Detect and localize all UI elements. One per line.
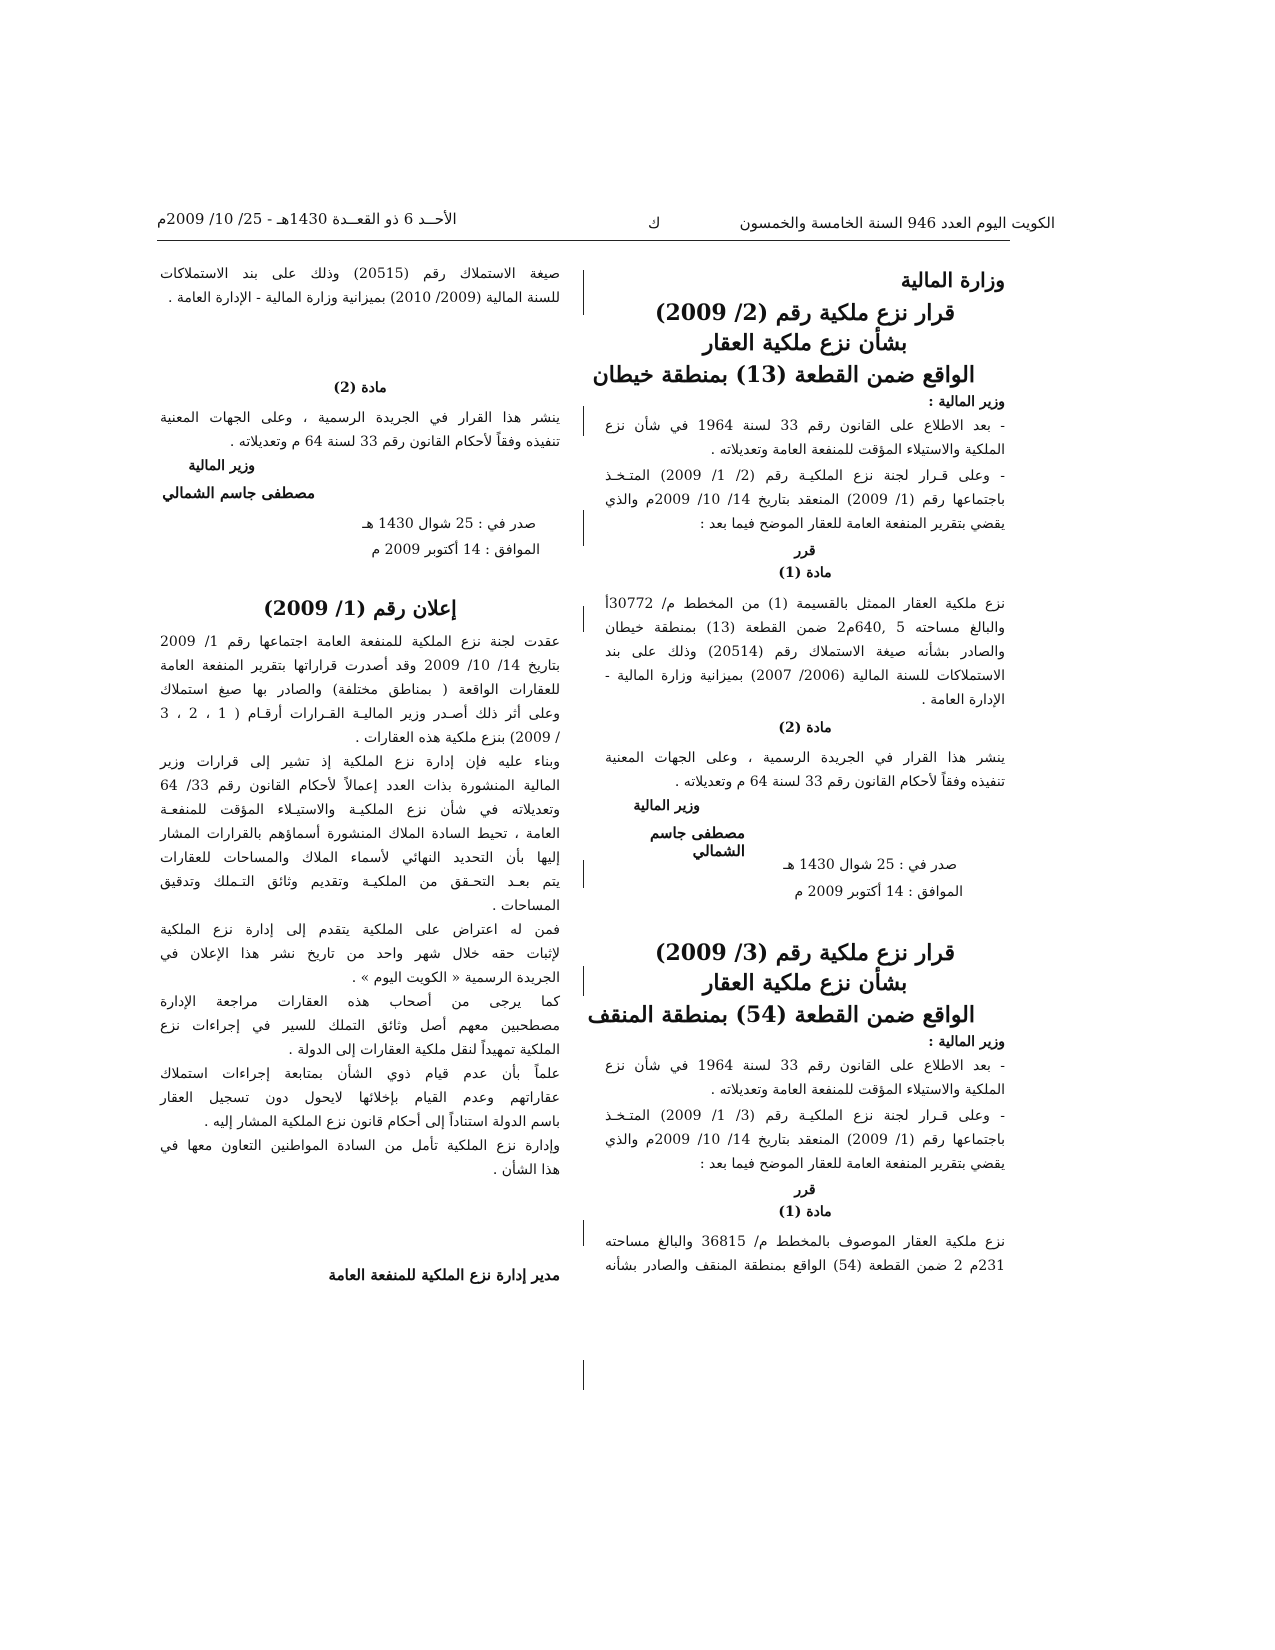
text-line: نزع ملكية العقار الموصوف بالمخطط م/ 36815 والبالغ مساحته — [605, 1234, 1005, 1250]
header-publication — [740, 214, 1055, 232]
text-line: - وعلى قـرار لجنة نزع الملكيـة رقم (3/ 1/ 2009) المتـخـذ — [605, 1108, 1006, 1124]
text-line: لإثبات حقه خلال شهر واحد من تاريخ نشر هذا الإعلان في — [160, 946, 560, 962]
decree2-title: قرار نزع ملكية رقم (2/ 2009) — [655, 300, 955, 326]
header-date: الأحــد 6 ذو القعــدة 1430هـ - 25/ 10/ 2009م — [157, 210, 457, 228]
text-line: يقضي بتقرير المنفعة العامة للعقار الموضح فيما بعد : — [699, 516, 1005, 532]
decree3-minister-label: وزير المالية : — [928, 1034, 1005, 1050]
text-line: وتعديلاته في شأن نزع الملكيـة والاستيـلاء المؤقت للمنفعـة — [160, 802, 560, 818]
column-divider-6 — [583, 966, 584, 996]
decree3-issued-date: صدر في : 25 شوال 1430 هـ — [362, 516, 536, 532]
decree3-preamble-1 — [605, 1054, 1005, 1102]
decree2-article2-heading: مادة (2) — [778, 720, 832, 736]
decree2-signatory-name: مصطفى جاسم الشمالي — [649, 824, 745, 860]
decree3-article1-heading: مادة (1) — [778, 1204, 832, 1220]
text-line: 231م 2 ضمن القطعة (54) الواقع بمنطقة المنقف والصادر بشأنه — [605, 1258, 1006, 1274]
decree3-article2-body — [160, 406, 560, 454]
text-line: تنفيذه وفقاً لأحكام القانون رقم 33 لسنة 64 م وتعديلاته . — [674, 774, 1005, 790]
decree2-gregorian-date: الموافق : 14 أكتوبر 2009 م — [794, 884, 963, 900]
column-divider-5 — [583, 860, 584, 888]
text-line: العامة ، تحيط السادة الملاك المنشورة أسماؤهم بالقرارات المشار — [160, 826, 560, 842]
decree2-decided: قرر — [794, 543, 816, 559]
decree3-location: الواقع ضمن القطعة (54) بمنطقة المنقف — [587, 1002, 975, 1028]
decree3-article2-heading: مادة (2) — [333, 380, 387, 396]
announcement-signatory: مدير إدارة نزع الملكية للمنفعة العامة — [328, 1266, 560, 1284]
decree3-preamble-2 — [605, 1104, 1005, 1176]
text-line: المساحات . — [491, 898, 560, 914]
text-line: إليها بأن التحديد النهائي لأسماء الملاك والمساحات للعقارات — [160, 850, 560, 866]
text-line: فمن له اعتراض على الملكية يتقدم إلى إدارة نزع الملكية — [160, 922, 560, 938]
text-line: والصادر بشأنه صيغة الاستملاك رقم (20514) وذلك على بند — [605, 644, 1005, 660]
text-line: هذا الشأن . — [492, 1162, 560, 1178]
text-line: ينشر هذا القرار في الجريدة الرسمية ، وعلى الجهات المعنية — [160, 410, 560, 426]
decree3-title: قرار نزع ملكية رقم (3/ 2009) — [655, 940, 955, 966]
decree3-decided: قرر — [794, 1182, 816, 1198]
text-line: عقدت لجنة نزع الملكية للمنفعة العامة اجتماعها رقم 1/ 2009 — [160, 634, 560, 650]
announcement-body — [160, 630, 560, 1182]
text-line: - بعد الاطلاع على القانون رقم 33 لسنة 1964 في شأن نزع — [605, 1058, 1006, 1074]
right-column — [587, 268, 1006, 1588]
decree2-location: الواقع ضمن القطعة (13) بمنطقة خيطان — [592, 362, 975, 388]
text-line: تنفيذه وفقاً لأحكام القانون رقم 33 لسنة 64 م وتعديلاته . — [229, 434, 560, 450]
text-line: يتم بعـد التحـقق من الملكيـة وتقديم وثائق التـملك وتدقيق — [160, 874, 560, 890]
text-line: وإدارة نزع الملكية تأمل من السادة المواطنين التعاون معها في — [160, 1138, 560, 1154]
decree2-subtitle: بشأن نزع ملكية العقار — [702, 330, 908, 356]
text-line: صيغة الاستملاك رقم (20515) وذلك على بند الاستملاكات — [160, 266, 560, 282]
decree3-gregorian-date: الموافق : 14 أكتوبر 2009 م — [371, 542, 540, 558]
column-divider-2 — [583, 406, 584, 436]
text-line: - بعد الاطلاع على القانون رقم 33 لسنة 1964 في شأن نزع — [605, 418, 1006, 434]
text-line: / 2009) بنزع ملكية هذه العقارات . — [355, 730, 560, 746]
text-line: مصطحبين معهم أصل وثائق التملك للسير في إجراءات نزع — [160, 1018, 560, 1034]
announcement-title: إعلان رقم (1/ 2009) — [263, 596, 457, 620]
text-line: وبناء عليه فإن إدارة نزع الملكية إذ تشير إلى قرارات وزير — [160, 754, 560, 770]
text-line: عقاراتهم وعدم القيام بإخلائها لايحول دون تسجيل العقار — [160, 1090, 560, 1106]
text-line: باجتماعها رقم (1/ 2009) المنعقد بتاريخ 14/ 10/ 2009م والذي — [605, 492, 1005, 508]
column-divider-8 — [583, 1360, 584, 1390]
text-line: للسنة المالية (2009/ 2010) بميزانية وزارة المالية - الإدارة العامة . — [168, 290, 560, 306]
column-divider-4 — [583, 606, 584, 632]
decree2-issued-date: صدر في : 25 شوال 1430 هـ — [783, 857, 957, 873]
decree3-subtitle: بشأن نزع ملكية العقار — [702, 970, 908, 996]
decree2-article2-body — [605, 746, 1005, 794]
text-line: باسم الدولة استناداً إلى أحكام قانون نزع الملكية المشار إليه . — [203, 1114, 560, 1130]
decree2-signatory-title: وزير المالية — [633, 798, 700, 814]
decree2-preamble-1 — [605, 414, 1005, 462]
text-line: باجتماعها رقم (1/ 2009) المنعقد بتاريخ 14/ 10/ 2009م والذي — [605, 1132, 1005, 1148]
text-line: الملكية والاستيلاء المؤقت للمنفعة العامة وتعديلاته . — [710, 1082, 1005, 1098]
text-line: المالية المنشورة بذات العدد إعمالاً لأحكام القانون رقم 33/ 64 — [160, 778, 560, 794]
text-line: يقضي بتقرير المنفعة العامة للعقار الموضح فيما بعد : — [699, 1156, 1005, 1172]
text-line: وعلى أثر ذلك أصـدر وزير الماليـة القـرارات أرقـام ( 1 ، 2 ، 3 — [160, 706, 560, 722]
decree3-signatory-title: وزير المالية — [188, 458, 255, 474]
text-line: الإدارة العامة . — [921, 692, 1005, 708]
decree2-preamble-2 — [605, 464, 1005, 536]
text-line: الاستملاكات للسنة المالية (2006/ 2007) بميزانية وزارة المالية - — [605, 668, 1005, 684]
decree3-signatory-name: مصطفى جاسم الشمالي — [162, 484, 315, 502]
decree3-article1-body — [605, 1230, 1005, 1278]
header-page-mark: ك — [648, 214, 661, 232]
text-line: الملكية تمهيداً لنقل ملكية العقارات إلى الدولة . — [288, 1042, 560, 1058]
text-line: نزع ملكية العقار الممثل بالقسيمة (1) من المخطط م/ 30772أ — [605, 596, 1005, 612]
ministry-heading: وزارة المالية — [900, 268, 1005, 292]
column-divider-1 — [583, 270, 584, 315]
decree2-article1-heading: مادة (1) — [778, 565, 832, 581]
text-line: والبالغ مساحته 5 ,640م2 ضمن القطعة (13) بمنطقة خيطان — [605, 620, 1005, 636]
decree3-article1-continued — [160, 262, 560, 310]
text-line: كما يرجى من أصحاب هذه العقارات مراجعة الإدارة — [160, 994, 560, 1010]
text-line: ينشر هذا القرار في الجريدة الرسمية ، وعلى الجهات المعنية — [605, 750, 1005, 766]
text-line: للعقارات الواقعة ( بمناطق مختلفة) والصادر بها صيغ استملاك — [160, 682, 560, 698]
text-line: الجريدة الرسمية « الكويت اليوم » . — [351, 970, 560, 986]
left-column — [160, 262, 560, 1592]
decree2-article1-body — [605, 592, 1005, 712]
text-line: علماً بأن عدم قيام ذوي الشأن بمتابعة إجراءات استملاك — [160, 1066, 560, 1082]
column-divider-7 — [583, 1220, 584, 1246]
header-rule — [157, 240, 1010, 241]
text-line: الملكية والاستيلاء المؤقت للمنفعة العامة وتعديلاته . — [710, 442, 1005, 458]
header-issue-info: الكويت اليوم العدد 946 السنة الخامسة والخمسون — [739, 214, 1055, 232]
decree2-minister-label: وزير المالية : — [928, 394, 1005, 410]
text-line: بتاريخ 14/ 10/ 2009 وقد أصدرت قراراتها بتقرير المنفعة العامة — [160, 658, 561, 674]
column-divider-3 — [583, 510, 584, 546]
text-line: - وعلى قـرار لجنة نزع الملكيـة رقم (2/ 1/ 2009) المتـخـذ — [605, 468, 1006, 484]
